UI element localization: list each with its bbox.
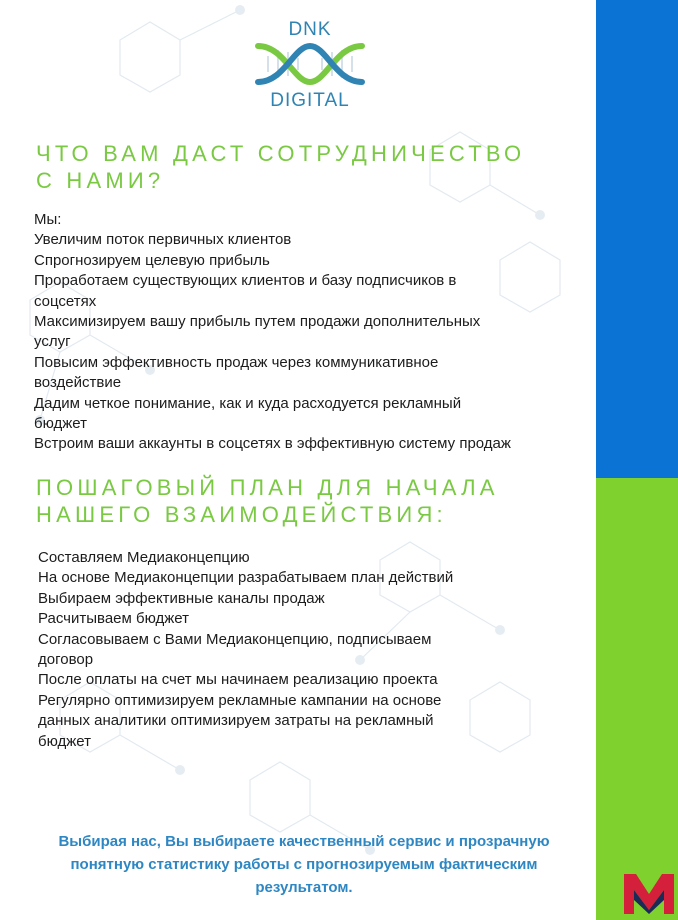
heading-line: ПОШАГОВЫЙ ПЛАН ДЛЯ НАЧАЛА [36, 475, 499, 500]
list-item: Проработаем существующих клиентов и базу подписчиков в [34, 272, 457, 290]
side-stripe-green [596, 478, 678, 920]
logo-text-digital: DIGITAL [270, 90, 350, 111]
list-item: соцсетях [34, 292, 97, 310]
heading-line: ЧТО ВАМ ДАСТ СОТРУДНИЧЕСТВО [36, 141, 526, 166]
list-item: Регулярно оптимизируем рекламные кампании на основе [38, 691, 442, 709]
list-item: Мы: [34, 211, 62, 228]
list-item: бюджет [38, 732, 92, 750]
footer-line: Выбирая нас, Вы выбираете качественный сервис и прозрачную [58, 833, 550, 850]
list-item: Повысим эффективность продаж через коммуникативное [34, 353, 439, 371]
list-item: Спрогнозируем целевую прибыль [34, 251, 270, 269]
benefits-list [34, 210, 554, 455]
list-item: Максимизируем вашу прибыль путем продажи дополнительных [34, 313, 481, 331]
list-item: Составляем Медиаконцепцию [38, 549, 250, 566]
list-item: договор [38, 651, 94, 669]
list-item: Встроим ваши аккаунты в соцсетях в эффективную систему продаж [34, 435, 511, 453]
side-stripe-blue [596, 0, 678, 478]
list-item: Расчитываем бюджет [38, 610, 190, 628]
heading-line: НАШЕГО ВЗАИМОДЕЙСТВИЯ: [36, 502, 447, 527]
footer-line: понятную статистику работы с прогнозируемым фактическим [70, 856, 538, 873]
list-item: На основе Медиаконцепции разрабатываем план действий [38, 569, 454, 587]
list-item: воздействие [34, 374, 122, 392]
list-item: бюджет [34, 415, 88, 433]
section-heading-plan [36, 474, 556, 528]
dna-helix-icon [254, 38, 366, 90]
logo-text-dnk: DNK [288, 19, 332, 40]
plan-steps-list [38, 548, 508, 752]
list-item: услуг [34, 333, 71, 351]
footer-line: результатом. [255, 879, 353, 896]
footer-tagline [20, 830, 588, 899]
list-item: Дадим четкое понимание, как и куда расходуется рекламный [34, 394, 462, 412]
list-item: данных аналитики оптимизируем затраты на рекламный [38, 712, 434, 730]
list-item: Согласовываем с Вами Медиаконцепцию, подписываем [38, 630, 432, 648]
m-letter-logo-icon [622, 870, 676, 916]
section-heading-cooperation [36, 140, 556, 194]
list-item: Выбираем эффективные каналы продаж [38, 589, 325, 607]
list-item: После оплаты на счет мы начинаем реализацию проекта [38, 671, 438, 689]
heading-line: С НАМИ? [36, 168, 165, 193]
dnk-digital-logo [252, 14, 368, 110]
list-item: Увеличим поток первичных клиентов [34, 231, 292, 249]
